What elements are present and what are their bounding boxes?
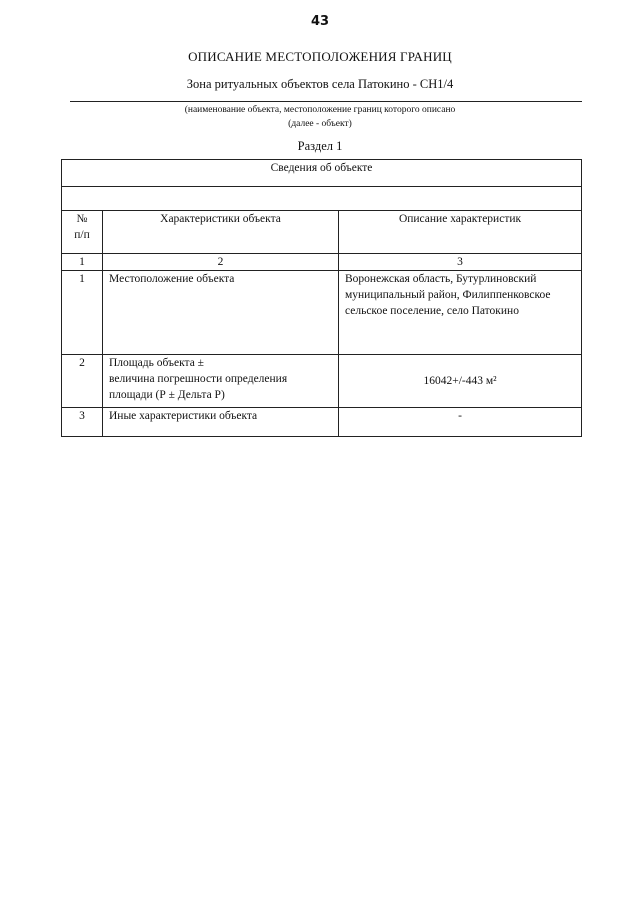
characteristic-line: площади (Р ± Дельта Р) <box>109 389 225 401</box>
characteristic-line: величина погрешности определения <box>109 373 288 385</box>
col-index-2: 2 <box>103 254 339 271</box>
object-name: Зона ритуальных объектов села Патокино - СН1/4 <box>186 77 454 91</box>
description-line: Воронежская область, Бутурлиновский <box>345 273 537 285</box>
col-header-characteristic: Характеристики объекта <box>103 211 339 254</box>
description-line: - <box>458 410 462 422</box>
column-header-row <box>62 211 582 254</box>
description-line: муниципальный район, Филиппенковское <box>345 289 551 301</box>
section-label: Раздел 1 <box>297 139 343 153</box>
row-number: 1 <box>62 271 103 355</box>
row-description <box>339 408 582 437</box>
table-row <box>62 355 582 408</box>
description-line: сельское поселение, село Патокино <box>345 305 519 317</box>
column-index-row <box>62 254 582 271</box>
row-description <box>339 355 582 408</box>
document-title: ОПИСАНИЕ МЕСТОПОЛОЖЕНИЯ ГРАНИЦ <box>188 49 452 64</box>
table-header: Сведения об объекте <box>62 160 582 187</box>
col-index-1: 1 <box>62 254 103 271</box>
rule-caption-line-1: (наименование объекта, местоположение границ которого описано <box>184 105 456 115</box>
table-header-row <box>62 160 582 187</box>
row-characteristic <box>103 355 339 408</box>
row-number: 2 <box>62 355 103 408</box>
page-number: 43 <box>310 14 330 29</box>
col-header-num-line-2: п/п <box>74 229 90 241</box>
table-row <box>62 408 582 437</box>
col-header-num <box>62 211 103 254</box>
table-row <box>62 271 582 355</box>
rule-caption-line-2: (далее - объект) <box>288 119 352 129</box>
col-header-num-line-1: № <box>76 213 88 225</box>
characteristic-line: Местоположение объекта <box>109 273 235 285</box>
row-description <box>339 271 582 355</box>
table-blank-row <box>62 187 582 211</box>
blank-cell <box>62 187 582 211</box>
col-header-description: Описание характеристик <box>339 211 582 254</box>
characteristic-line: Площадь объекта ± <box>109 357 204 369</box>
rule-caption <box>0 103 640 131</box>
col-index-3: 3 <box>339 254 582 271</box>
underline-rule <box>70 101 582 102</box>
characteristic-line: Иные характеристики объекта <box>109 410 258 422</box>
description-line: 16042+/-443 м² <box>423 375 497 387</box>
object-info-table <box>61 159 582 437</box>
row-number: 3 <box>62 408 103 437</box>
row-characteristic <box>103 408 339 437</box>
row-characteristic <box>103 271 339 355</box>
